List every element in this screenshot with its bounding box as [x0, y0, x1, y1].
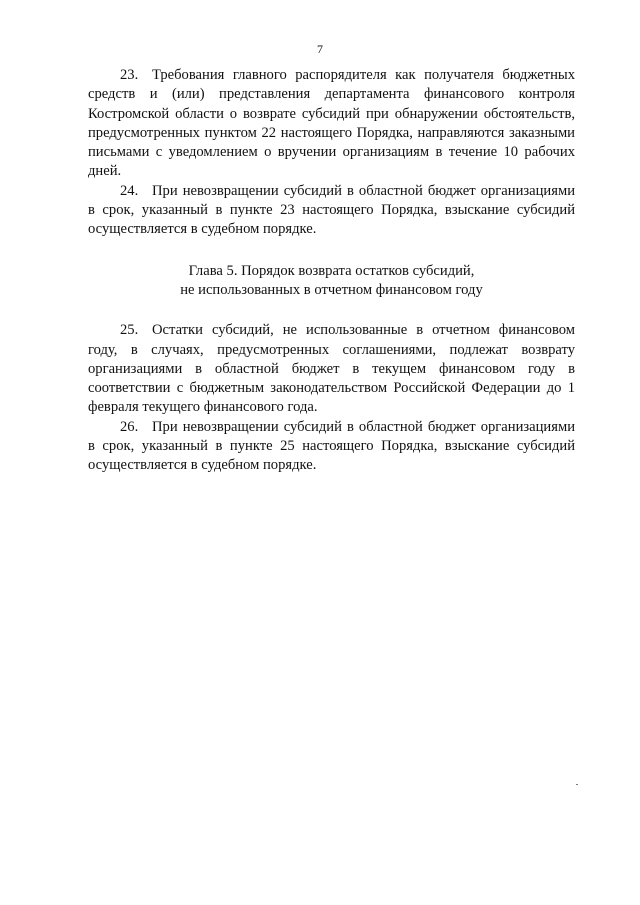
paragraph-number: 25. [120, 322, 139, 339]
paragraph-25 [88, 321, 575, 417]
paragraph-23 [88, 66, 575, 182]
chapter-heading [88, 262, 575, 301]
chapter-title-line-1: Глава 5. Порядок возврата остатков субсидий, [188, 262, 475, 279]
paragraph-26 [88, 418, 575, 476]
paragraph-number: 26. [120, 418, 139, 435]
document-body [88, 66, 575, 476]
chapter-title-line-2: не использованных в отчетном финансовом году [180, 281, 483, 298]
paragraph-text: При невозвращении субсидий в областной бюджет организациями в срок, указанный в пункте 25 настоящего Порядка, взыскание субсидий осуществляется в судебном порядке. [88, 418, 575, 474]
scan-dot [576, 784, 578, 785]
paragraph-text: Остатки субсидий, не использованные в отчетном финансовом году, в случаях, предусмотренных соглашениями, подлежат возврату организациями в областной бюджет в текущем финансовом году в соответствии с бюджетным законодательством Российской Федерации до 1 февраля текущего финансового года. [88, 322, 575, 416]
paragraph-24 [88, 182, 575, 240]
paragraph-text: При невозвращении субсидий в областной бюджет организациями в срок, указанный в пункте 23 настоящего Порядка, взыскание субсидий осуществляется в судебном порядке. [88, 182, 575, 238]
paragraph-number: 24. [120, 182, 139, 199]
page-number: 7 [317, 42, 323, 56]
paragraph-text: Требования главного распорядителя как получателя бюджетных средств и (или) представления департамента финансового контроля Костромской области о возврате субсидий при обнаружении обстоятельств, предусмотренных пунктом 22 настоящего Порядка, направляются заказными письмами с уведомлением о вручении организациям в течение 10 рабочих дней. [88, 67, 575, 180]
paragraph-number: 23. [120, 67, 139, 83]
